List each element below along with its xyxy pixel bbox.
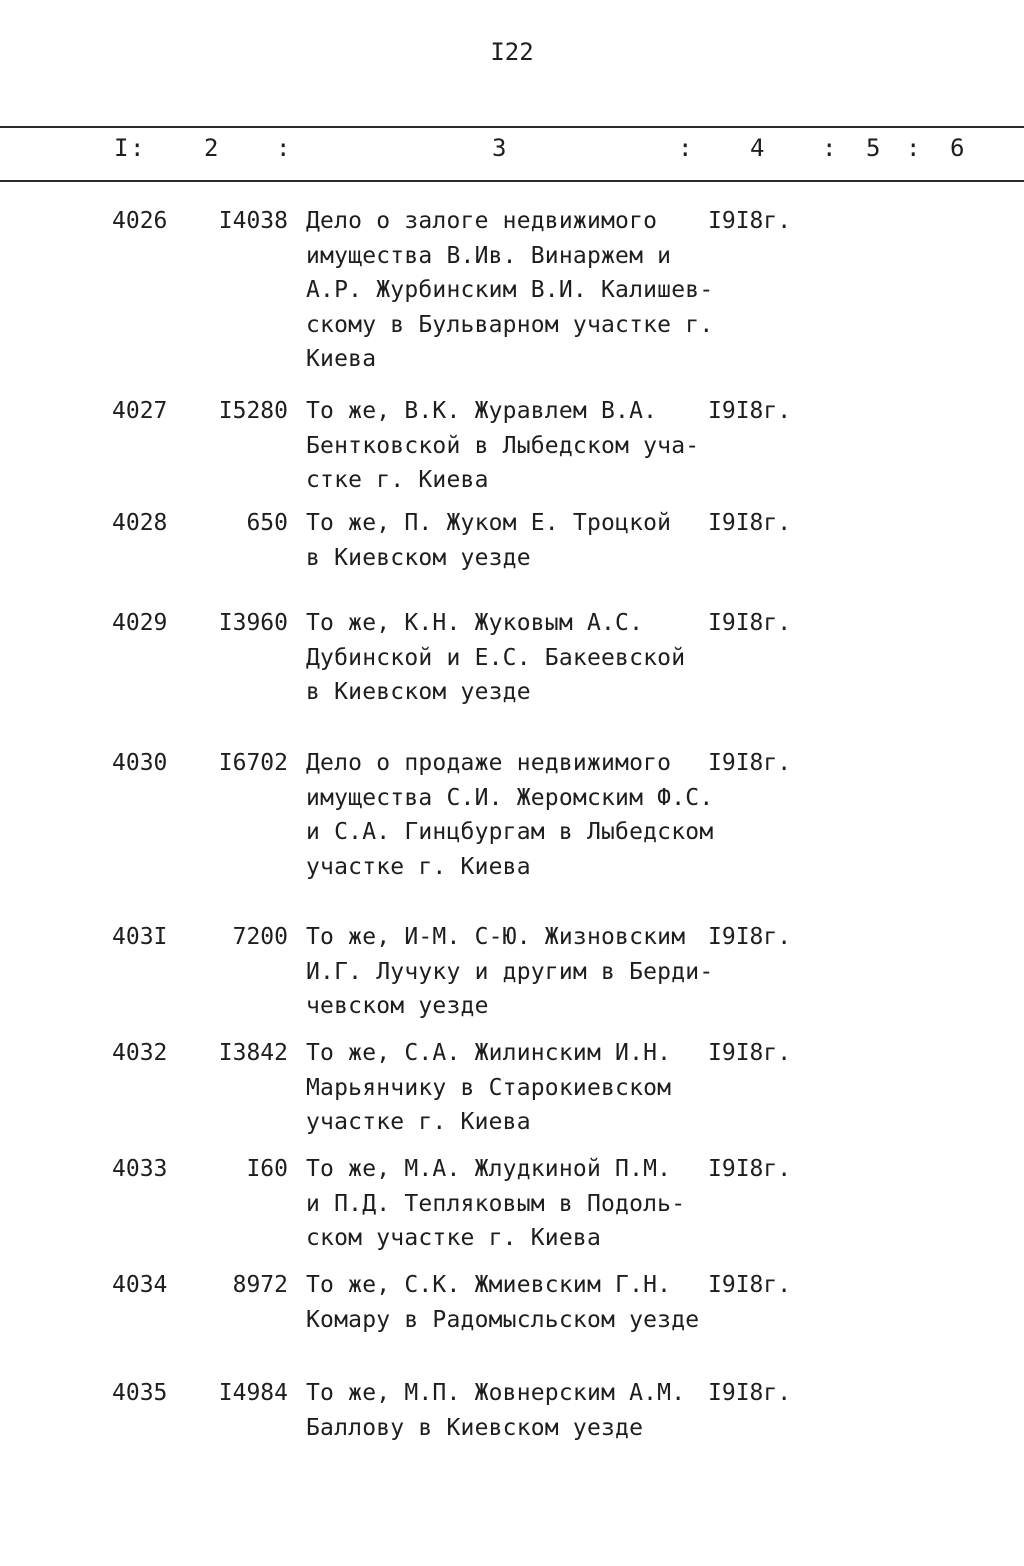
column-header-6: 6: [950, 134, 965, 162]
entry-file-number: I5280: [218, 398, 288, 424]
entry-year: I9I8г.: [708, 208, 792, 234]
entry-number: 4026: [112, 208, 168, 234]
entry-file-number: 8972: [232, 1272, 288, 1298]
entry-year: I9I8г.: [708, 750, 792, 776]
header-bottom-rule: [0, 180, 1024, 182]
entry-description: Дело о продаже недвижимого имущества С.И. Жеромским Ф.С. и С.А. Гинцбургам в Лыбедском участке г. Киева: [306, 750, 714, 880]
column-header-3: 3: [492, 134, 507, 162]
entry-file-number: 7200: [232, 924, 288, 950]
entry-year: I9I8г.: [708, 1156, 792, 1182]
entry-number: 4035: [112, 1380, 168, 1406]
entry-year: I9I8г.: [708, 1272, 792, 1298]
entry-year: I9I8г.: [708, 610, 792, 636]
column-separator: :: [678, 134, 693, 162]
entry-year: I9I8г.: [708, 1040, 792, 1066]
column-separator: :: [906, 134, 921, 162]
entry-file-number: I4038: [218, 208, 288, 234]
column-header-5: 5: [866, 134, 881, 162]
entry-year: I9I8г.: [708, 1380, 792, 1406]
column-header-4: 4: [750, 134, 765, 162]
entry-file-number: I4984: [218, 1380, 288, 1406]
entry-year: I9I8г.: [708, 510, 792, 536]
entry-number: 403I: [112, 924, 168, 950]
entry-year: I9I8г.: [708, 924, 792, 950]
column-header-2: 2: [204, 134, 219, 162]
entry-description: То же, П. Жуком Е. Троцкой в Киевском уезде: [306, 510, 672, 571]
column-separator: :: [822, 134, 837, 162]
column-separator: :: [276, 134, 291, 162]
column-separator: :: [130, 134, 145, 162]
entry-description: То же, М.П. Жовнерским А.М. Баллову в Киевском уезде: [306, 1380, 686, 1441]
entry-file-number: I3960: [218, 610, 288, 636]
entry-description: То же, С.К. Жмиевским Г.Н. Комару в Радомысльском уезде: [306, 1272, 700, 1333]
entry-number: 4034: [112, 1272, 168, 1298]
entry-description: Дело о залоге недвижимого имущества В.Ив. Винаржем и А.Р. Журбинским В.И. Калишев- скому в Бульварном участке г. Киева: [306, 208, 714, 372]
entry-year: I9I8г.: [708, 398, 792, 424]
entry-description: То же, К.Н. Жуковым А.С. Дубинской и Е.С. Бакеевской в Киевском уезде: [306, 610, 686, 705]
entry-number: 4027: [112, 398, 168, 424]
entry-file-number: 650: [246, 510, 288, 536]
entry-number: 4028: [112, 510, 168, 536]
entry-description: То же, С.А. Жилинским И.Н. Марьянчику в Старокиевском участке г. Киева: [306, 1040, 672, 1135]
header-top-rule: [0, 126, 1024, 128]
entry-description: То же, И-М. С-Ю. Жизновским И.Г. Лучуку и другим в Берди- чевском уезде: [306, 924, 714, 1019]
entry-number: 4029: [112, 610, 168, 636]
entry-file-number: I6702: [218, 750, 288, 776]
entry-number: 4033: [112, 1156, 168, 1182]
entry-number: 4032: [112, 1040, 168, 1066]
page-number: I22: [490, 38, 534, 66]
entry-number: 4030: [112, 750, 168, 776]
entry-file-number: I60: [246, 1156, 288, 1182]
entry-description: То же, М.А. Жлудкиной П.М. и П.Д. Тепляковым в Подоль- ском участке г. Киева: [306, 1156, 686, 1251]
column-header-1: I: [114, 134, 129, 162]
entry-description: То же, В.К. Журавлем В.А. Бентковской в Лыбедском уча- стке г. Киева: [306, 398, 700, 493]
entry-file-number: I3842: [218, 1040, 288, 1066]
